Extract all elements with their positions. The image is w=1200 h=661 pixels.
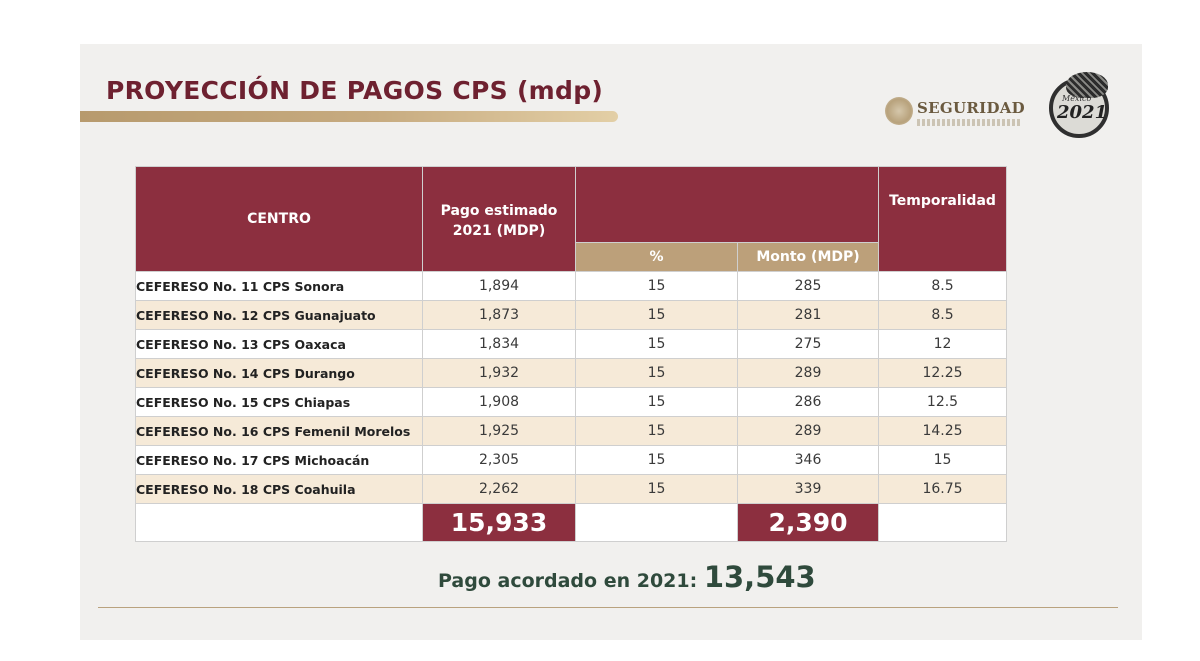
cell-porcentaje: 15 [576, 475, 738, 504]
cell-porcentaje: 15 [576, 417, 738, 446]
cell-monto: 289 [738, 417, 879, 446]
bottom-divider [98, 607, 1118, 608]
cell-pago: 1,932 [423, 359, 576, 388]
table-row [136, 475, 1007, 504]
cell-pago: 2,262 [423, 475, 576, 504]
national-emblem-icon [885, 97, 913, 125]
cell-temporalidad: 12.25 [879, 359, 1007, 388]
slide [80, 44, 1142, 640]
cell-monto: 286 [738, 388, 879, 417]
agreed-payment-label: Pago acordado en 2021: [438, 570, 704, 592]
cell-pago: 1,834 [423, 330, 576, 359]
total-blank-porcentaje [576, 504, 738, 542]
cell-centro: CEFERESO No. 14 CPS Durango [136, 359, 423, 388]
table-row [136, 417, 1007, 446]
cell-porcentaje: 15 [576, 272, 738, 301]
cell-centro: CEFERESO No. 15 CPS Chiapas [136, 388, 423, 417]
cell-centro: CEFERESO No. 13 CPS Oaxaca [136, 330, 423, 359]
seguridad-logo-text: SEGURIDAD [917, 99, 1025, 117]
cell-pago: 1,925 [423, 417, 576, 446]
agreed-payment [438, 560, 816, 594]
cell-pago: 1,873 [423, 301, 576, 330]
total-pago: 15,933 [423, 504, 576, 542]
cell-monto: 346 [738, 446, 879, 475]
table-row [136, 272, 1007, 301]
mexico-2021-logo [1048, 72, 1114, 146]
mexico-2021-logo-year: 2021 [1057, 102, 1108, 123]
cell-temporalidad: 14.25 [879, 417, 1007, 446]
header-pago-estimado: Pago estimado 2021 (MDP) [423, 167, 576, 272]
cell-monto: 281 [738, 301, 879, 330]
cell-centro: CEFERESO No. 17 CPS Michoacán [136, 446, 423, 475]
table-row [136, 388, 1007, 417]
cell-monto: 285 [738, 272, 879, 301]
cell-temporalidad: 8.5 [879, 301, 1007, 330]
mexico-2021-logo-text: México [1062, 94, 1092, 103]
title-underline [80, 111, 618, 122]
cell-pago: 1,908 [423, 388, 576, 417]
cell-temporalidad: 12 [879, 330, 1007, 359]
cell-porcentaje: 15 [576, 446, 738, 475]
cell-temporalidad: 15 [879, 446, 1007, 475]
cell-centro: CEFERESO No. 16 CPS Femenil Morelos [136, 417, 423, 446]
cell-centro: CEFERESO No. 11 CPS Sonora [136, 272, 423, 301]
seguridad-logo-subtitle [917, 119, 1021, 126]
cell-centro: CEFERESO No. 18 CPS Coahuila [136, 475, 423, 504]
cell-monto: 275 [738, 330, 879, 359]
table-row [136, 359, 1007, 388]
cell-temporalidad: 8.5 [879, 272, 1007, 301]
header-porcentaje: % [576, 243, 738, 272]
cell-porcentaje: 15 [576, 330, 738, 359]
seguridad-logo [885, 97, 1025, 129]
cell-monto: 339 [738, 475, 879, 504]
agreed-payment-value: 13,543 [703, 560, 816, 594]
cell-porcentaje: 15 [576, 388, 738, 417]
cell-porcentaje: 15 [576, 359, 738, 388]
table-row [136, 330, 1007, 359]
cell-monto: 289 [738, 359, 879, 388]
cell-porcentaje: 15 [576, 301, 738, 330]
table-row [136, 446, 1007, 475]
header-monto: Monto (MDP) [738, 243, 879, 272]
cell-pago: 1,894 [423, 272, 576, 301]
total-monto: 2,390 [738, 504, 879, 542]
header-centro: CENTRO [136, 167, 423, 272]
cell-temporalidad: 16.75 [879, 475, 1007, 504]
header-group-blank [576, 167, 879, 243]
cell-pago: 2,305 [423, 446, 576, 475]
cell-temporalidad: 12.5 [879, 388, 1007, 417]
total-blank-centro [136, 504, 423, 542]
total-blank-temporalidad [879, 504, 1007, 542]
cell-centro: CEFERESO No. 12 CPS Guanajuato [136, 301, 423, 330]
table-row [136, 301, 1007, 330]
totals-row [136, 504, 1007, 542]
page-title: PROYECCIÓN DE PAGOS CPS (mdp) [106, 76, 604, 105]
payments-table [135, 166, 1007, 542]
header-temporalidad: Temporalidad [879, 167, 1007, 272]
